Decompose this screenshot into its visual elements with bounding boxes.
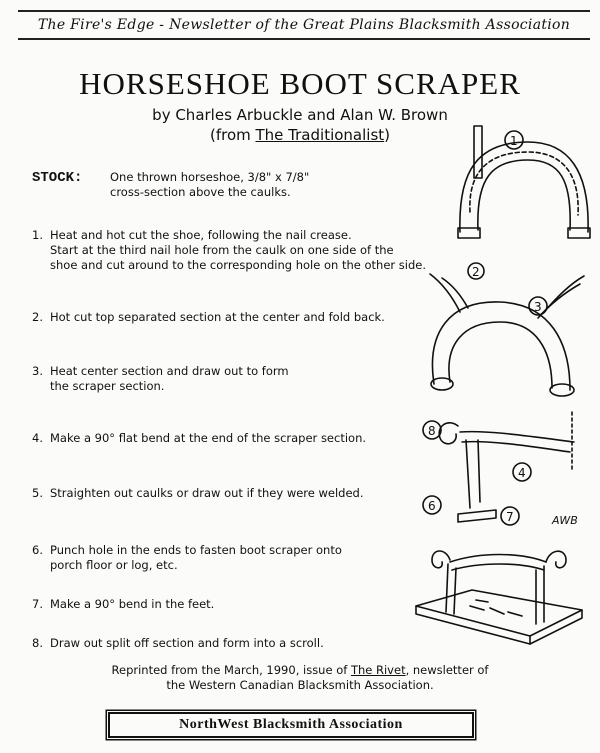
foot-plate [458, 510, 496, 522]
step-3 [32, 364, 289, 394]
step-4 [32, 431, 366, 446]
step-number: 5. [32, 486, 43, 500]
step-number: 2. [32, 310, 43, 324]
step-line: Hot cut top separated section at the center and fold back. [50, 310, 385, 324]
step-8 [32, 636, 324, 651]
step-line: Draw out split off section and form into a scroll. [50, 636, 324, 650]
step-6 [32, 543, 342, 573]
step-number: 1. [32, 228, 43, 242]
scroll-end [439, 423, 458, 444]
wood-grain [470, 600, 522, 616]
step-line: Heat and hot cut the shoe, following the nail crease. [50, 228, 352, 242]
scroll-right [546, 551, 566, 568]
step-5 [32, 486, 364, 501]
figure-1-horseshoe [448, 120, 598, 250]
step-number: 3. [32, 364, 43, 378]
caulk-right [568, 228, 590, 238]
reprint-prefix: Reprinted from the March, 1990, issue of [111, 663, 351, 677]
leg-front [466, 440, 470, 508]
step-line: porch floor or log, etc. [50, 558, 178, 572]
masthead-bottom-rule [18, 38, 590, 40]
shoe-outer-edge [460, 142, 588, 232]
leg-back [478, 440, 480, 502]
figure-label-4: 4 [518, 466, 526, 480]
source-prefix: (from [209, 126, 256, 144]
source-title: The Traditionalist [255, 126, 385, 144]
figure-label-8: 8 [428, 424, 436, 438]
step-line: Make a 90° flat bend at the end of the scraper section. [50, 431, 367, 445]
step-2 [32, 310, 385, 325]
source-suffix: ) [384, 126, 391, 144]
masthead [18, 8, 590, 40]
step-number: 7. [32, 597, 43, 611]
scraper-blade-bottom [452, 564, 544, 570]
step-line: Straighten out caulks or draw out if they were welded. [50, 486, 364, 500]
stock-label: STOCK: [32, 170, 83, 186]
reprint-suffix: , newsletter of [405, 663, 489, 677]
leg-left [446, 564, 456, 614]
caulk-left [458, 228, 480, 238]
wood-plank-front [416, 606, 530, 644]
artist-signature: AWB [552, 514, 578, 527]
step-line: Make a 90° bend in the feet. [50, 597, 215, 611]
footer-association-name: NorthWest Blacksmith Association [108, 712, 474, 738]
figure-label-6: 6 [428, 499, 436, 513]
masthead-top-rule [18, 10, 590, 12]
step-number: 4. [32, 431, 43, 445]
leg-right [536, 566, 544, 624]
figure-label-1: 1 [510, 134, 518, 148]
step-7 [32, 597, 214, 612]
stock-line-2: cross-section above the caulks. [110, 185, 291, 199]
wood-plank-side [530, 610, 582, 644]
step-1 [32, 228, 426, 273]
article-byline: by Charles Arbuckle and Alan W. Brown [152, 106, 448, 124]
step-line: Punch hole in the ends to fasten boot scraper onto [50, 543, 342, 557]
figure-finished-boot-scraper [410, 540, 590, 644]
figure-4-8-scraper [418, 412, 596, 530]
stock-description [110, 170, 360, 200]
scraper-blade-top [450, 555, 546, 563]
shoe-inner-edge [478, 160, 570, 230]
shoe-body-inner [449, 322, 552, 388]
step-line: Start at the third nail hole from the caulk on one side of the [50, 243, 394, 257]
step-number: 8. [32, 636, 43, 650]
reprint-credit [0, 663, 600, 693]
figure-label-2: 2 [472, 265, 480, 279]
masthead-text: The Fire's Edge - Newsletter of the Great Plains Blacksmith Association [37, 17, 571, 33]
article-title: HORSESHOE BOOT SCRAPER [79, 66, 521, 101]
figure-label-3: 3 [534, 300, 542, 314]
reprint-title: The Rivet [350, 663, 406, 677]
scraper-top-edge [460, 432, 574, 442]
stock-line-1: One thrown horseshoe, 3/8" x 7/8" [110, 170, 310, 184]
reprint-line-2: the Western Canadian Blacksmith Association. [166, 678, 434, 692]
step-number: 6. [32, 543, 43, 557]
step-line: shoe and cut around to the corresponding hole on the other side. [50, 258, 426, 272]
reprint-line-1 [0, 663, 600, 678]
figure-2-3-split-shoe [420, 262, 595, 412]
step-line: Heat center section and draw out to form [50, 364, 289, 378]
wood-plank-top [416, 590, 582, 636]
step-line: the scraper section. [50, 379, 165, 393]
figure-label-7: 7 [506, 510, 514, 524]
nail-crease-cut-line [470, 152, 578, 215]
